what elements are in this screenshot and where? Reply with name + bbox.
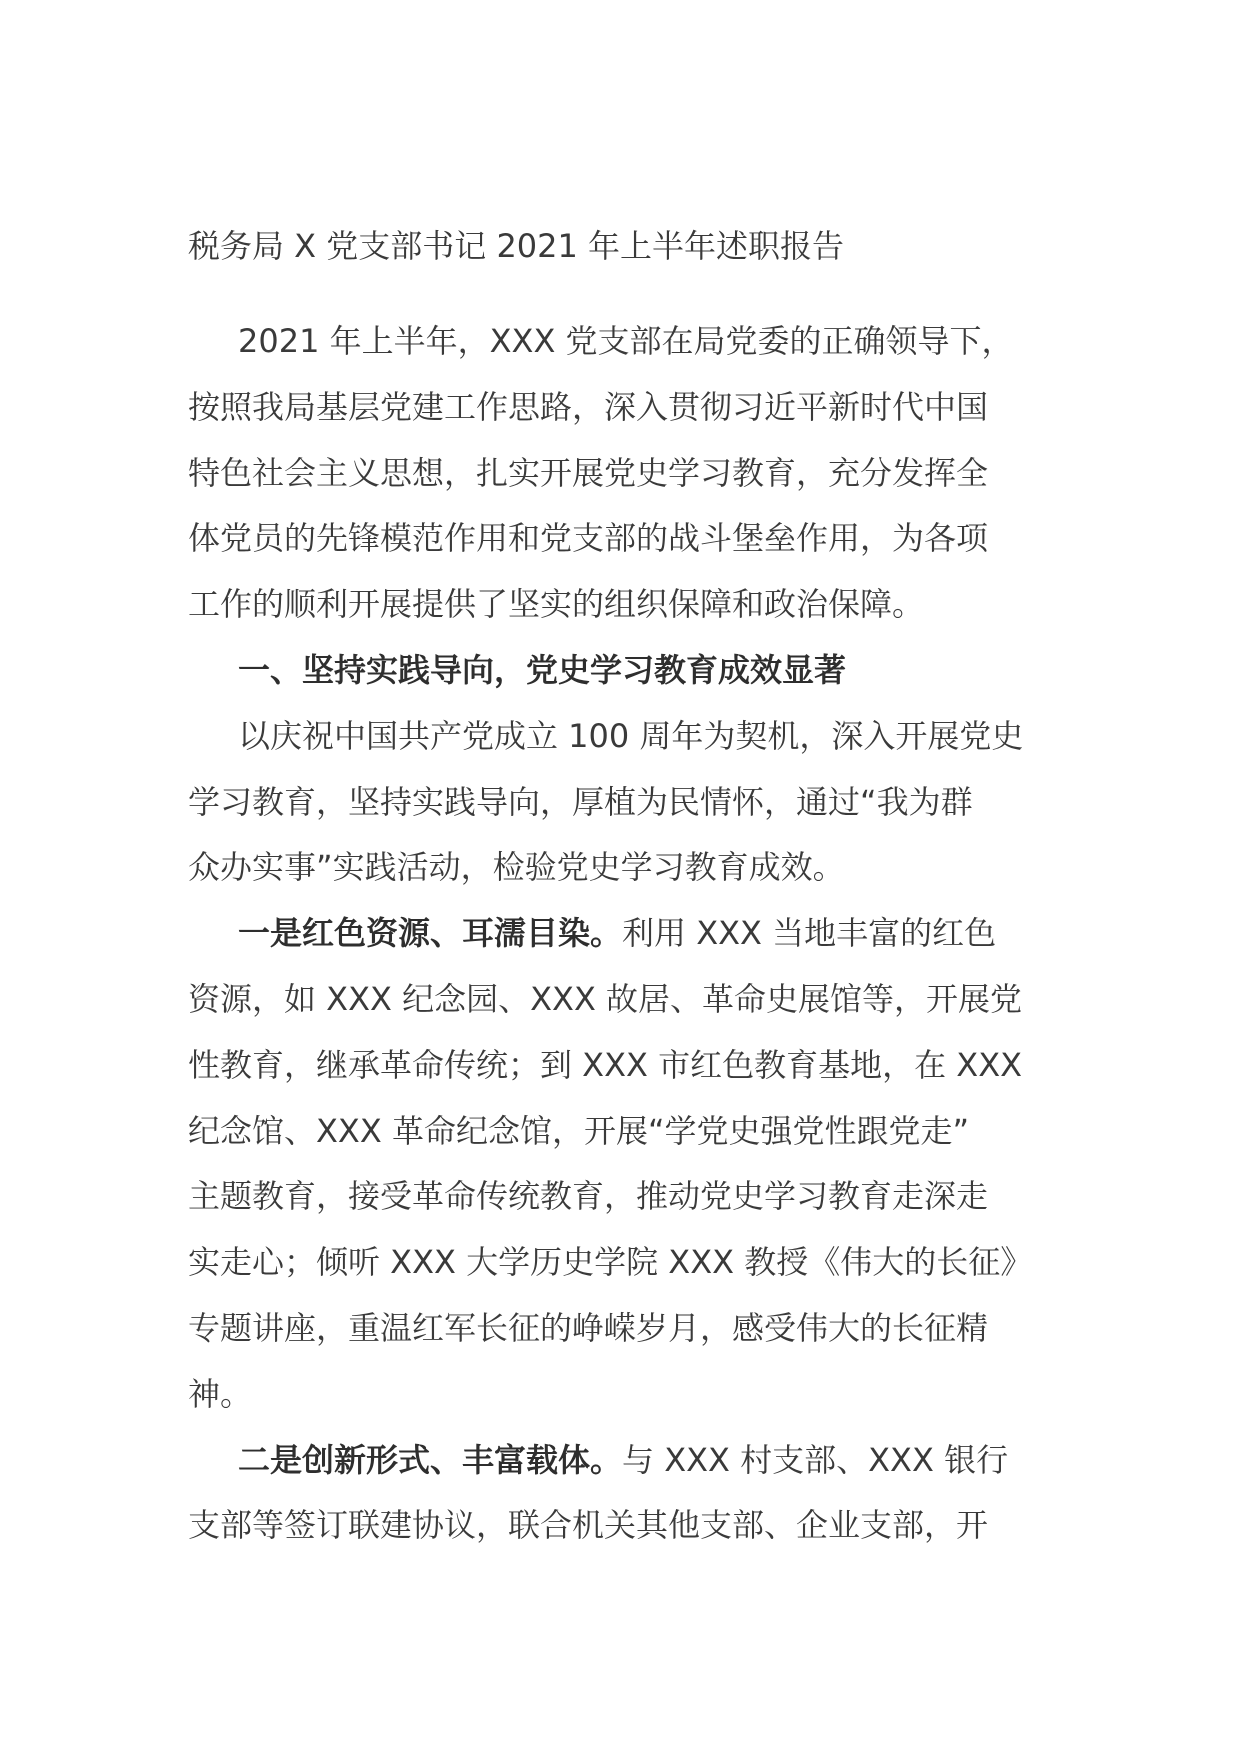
document-body: [188, 309, 1060, 1559]
paragraph-line: 众办实事”实践活动，检验党史学习教育成效。: [188, 848, 845, 887]
paragraph-line: 特色社会主义思想，扎实开展党史学习教育，充分发挥全: [188, 453, 989, 492]
paragraph-line: 实走心；倾听 XXX 大学历史学院 XXX 教授《伟大的长征》: [188, 1243, 1033, 1282]
paragraph-text: 利用 XXX 当地丰富的红色: [622, 914, 997, 953]
paragraph-line: 资源，如 XXX 纪念园、XXX 故居、革命史展馆等，开展党: [188, 979, 1023, 1018]
section-heading: 一、坚持实践导向，党史学习教育成效显著: [238, 650, 847, 689]
paragraph-line: 以庆祝中国共产党成立 100 周年为契机，深入开展党史: [238, 716, 1024, 755]
document-title: 税务局 X 党支部书记 2021 年上半年述职报告: [188, 227, 845, 265]
lead-in-bold: 一是红色资源、耳濡目染。: [238, 914, 623, 953]
paragraph-text: 与 XXX 村支部、XXX 银行: [622, 1440, 1009, 1479]
paragraph-line: 主题教育，接受革命传统教育，推动党史学习教育走深走: [188, 1177, 989, 1216]
paragraph-line: 2021 年上半年，XXX 党支部在局党委的正确领导下，: [238, 322, 1014, 360]
paragraph-line: 性教育，继承革命传统；到 XXX 市红色教育基地，在 XXX: [188, 1045, 1023, 1084]
paragraph-line: 按照我局基层党建工作思路，深入贯彻习近平新时代中国: [188, 387, 989, 426]
paragraph-line: 纪念馆、XXX 革命纪念馆，开展“学党史强党性跟党走”: [188, 1111, 970, 1150]
paragraph-line: 体党员的先锋模范作用和党支部的战斗堡垒作用，为各项: [188, 519, 989, 558]
paragraph-line: 神。: [188, 1374, 253, 1413]
lead-in-bold: 二是创新形式、丰富载体。: [238, 1440, 623, 1479]
paragraph-line: [188, 901, 1060, 967]
paragraph-line: 工作的顺利开展提供了坚实的组织保障和政治保障。: [188, 585, 925, 624]
paragraph-line: 支部等签订联建协议，联合机关其他支部、企业支部，开: [188, 1506, 989, 1545]
paragraph-line: 专题讲座，重温红军长征的峥嵘岁月，感受伟大的长征精: [188, 1308, 989, 1347]
paragraph-line: [188, 1428, 1060, 1494]
paragraph-line: 学习教育，坚持实践导向，厚植为民情怀，通过“我为群: [188, 782, 973, 821]
